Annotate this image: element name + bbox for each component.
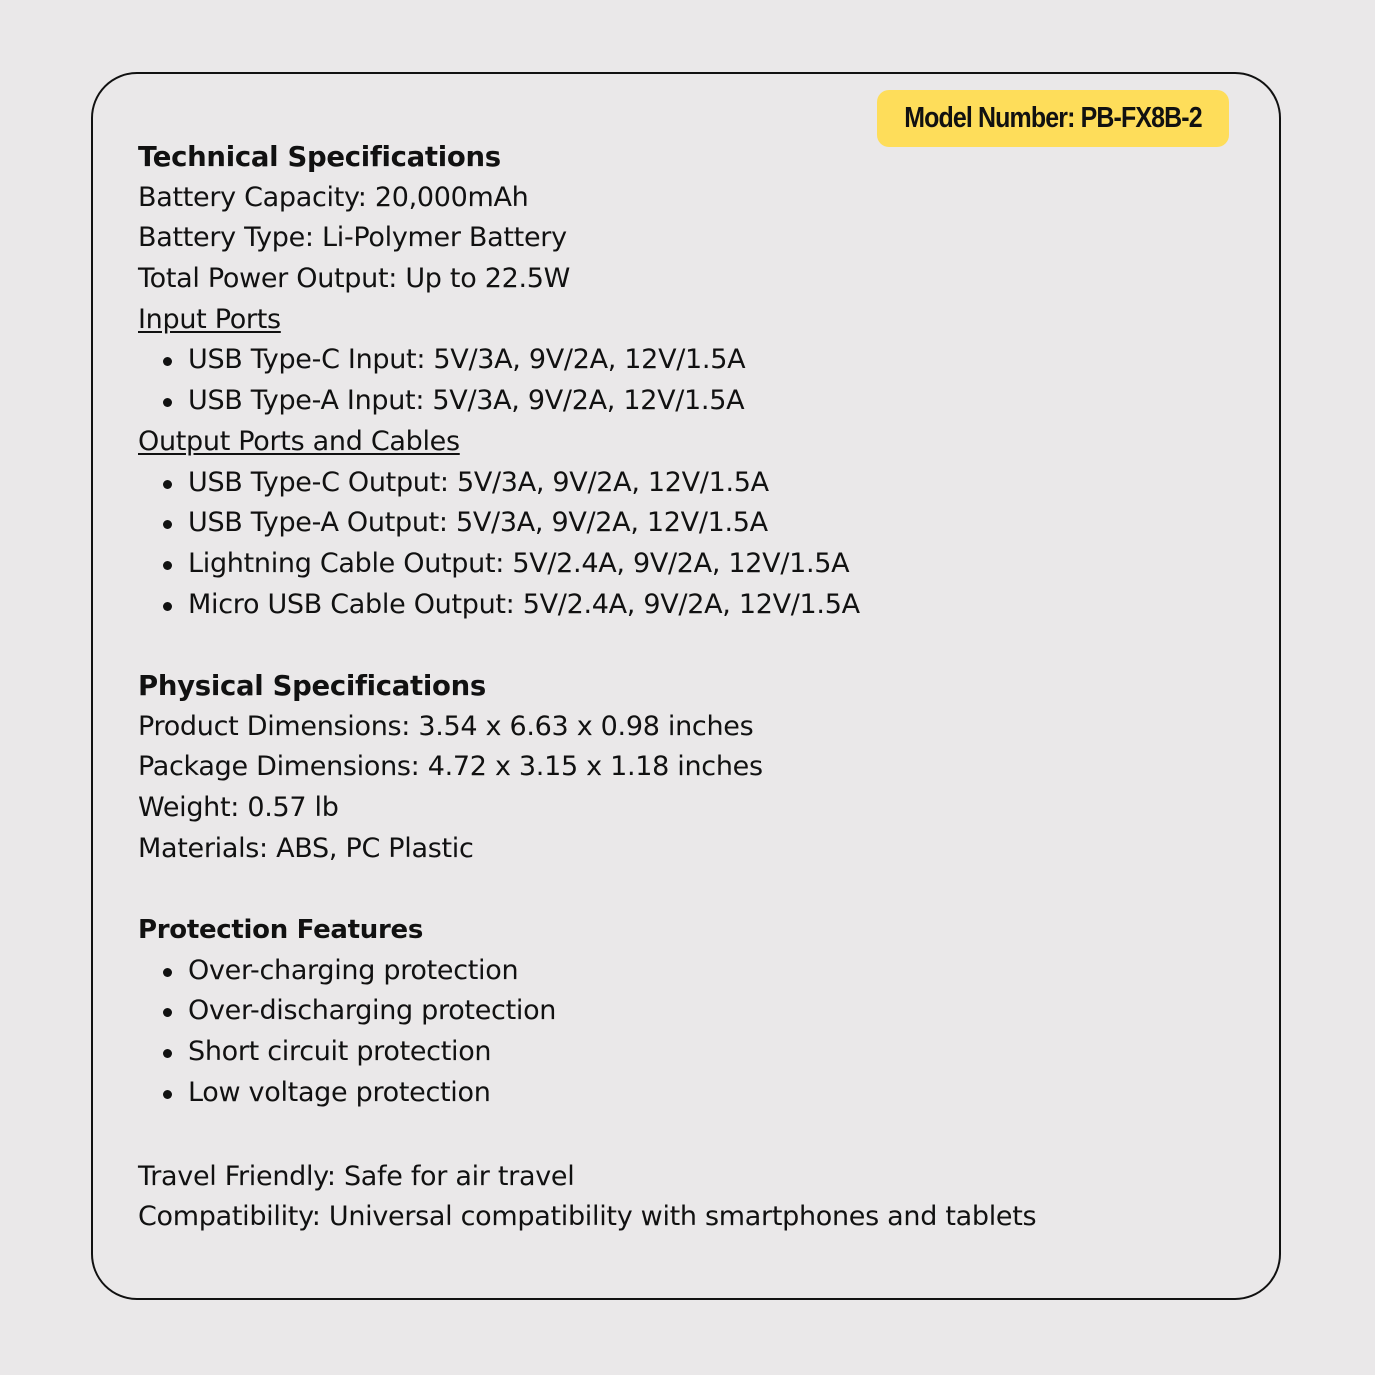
- package-dimensions: Package Dimensions: 4.72 x 3.15 x 1.18 inches: [138, 751, 763, 783]
- list-item-protection-short-circuit: Short circuit protection: [138, 1032, 1238, 1073]
- physical-specs-heading: Physical Specifications: [138, 669, 486, 702]
- compatibility: Compatibility: Universal compatibility with smartphones and tablets: [138, 1201, 1037, 1233]
- input-ports-heading: Input Ports: [138, 303, 281, 335]
- battery-capacity: Battery Capacity: 20,000mAh: [138, 181, 529, 213]
- list-item-output-micro-usb: Micro USB Cable Output: 5V/2.4A, 9V/2A, 12V/1.5A: [138, 585, 1238, 626]
- total-power-output: Total Power Output: Up to 22.5W: [138, 263, 571, 295]
- list-item-protection-overdischarge: Over-discharging protection: [138, 991, 1238, 1032]
- section-gap: [138, 625, 1238, 666]
- list-item-output-lightning: Lightning Cable Output: 5V/2.4A, 9V/2A, 12V/1.5A: [138, 544, 1238, 585]
- travel-friendly: Travel Friendly: Safe for air travel: [138, 1160, 575, 1192]
- technical-specs-heading: Technical Specifications: [138, 141, 501, 173]
- list-item-input-usb-a: USB Type-A Input: 5V/3A, 9V/2A, 12V/1.5A: [138, 381, 1238, 422]
- list-item-input-usb-c: USB Type-C Input: 5V/3A, 9V/2A, 12V/1.5A: [138, 340, 1238, 381]
- output-ports-heading: Output Ports and Cables: [138, 425, 460, 457]
- materials: Materials: ABS, PC Plastic: [138, 832, 474, 864]
- list-item-output-usb-c: USB Type-C Output: 5V/3A, 9V/2A, 12V/1.5A: [138, 463, 1238, 504]
- battery-type: Battery Type: Li-Polymer Battery: [138, 222, 567, 254]
- model-number-text: Model Number: PB-FX8B-2: [904, 102, 1202, 134]
- list-item-protection-low-voltage: Low voltage protection: [138, 1073, 1238, 1114]
- spec-content: [138, 137, 1238, 1238]
- section-gap: [138, 869, 1238, 910]
- list-item-protection-overcharge: Over-charging protection: [138, 951, 1238, 992]
- product-dimensions: Product Dimensions: 3.54 x 6.63 x 0.98 inches: [138, 710, 754, 742]
- list-item-output-usb-a: USB Type-A Output: 5V/3A, 9V/2A, 12V/1.5A: [138, 503, 1238, 544]
- protection-features-heading: Protection Features: [138, 915, 424, 946]
- weight: Weight: 0.57 lb: [138, 792, 339, 823]
- section-gap: [138, 1114, 1238, 1157]
